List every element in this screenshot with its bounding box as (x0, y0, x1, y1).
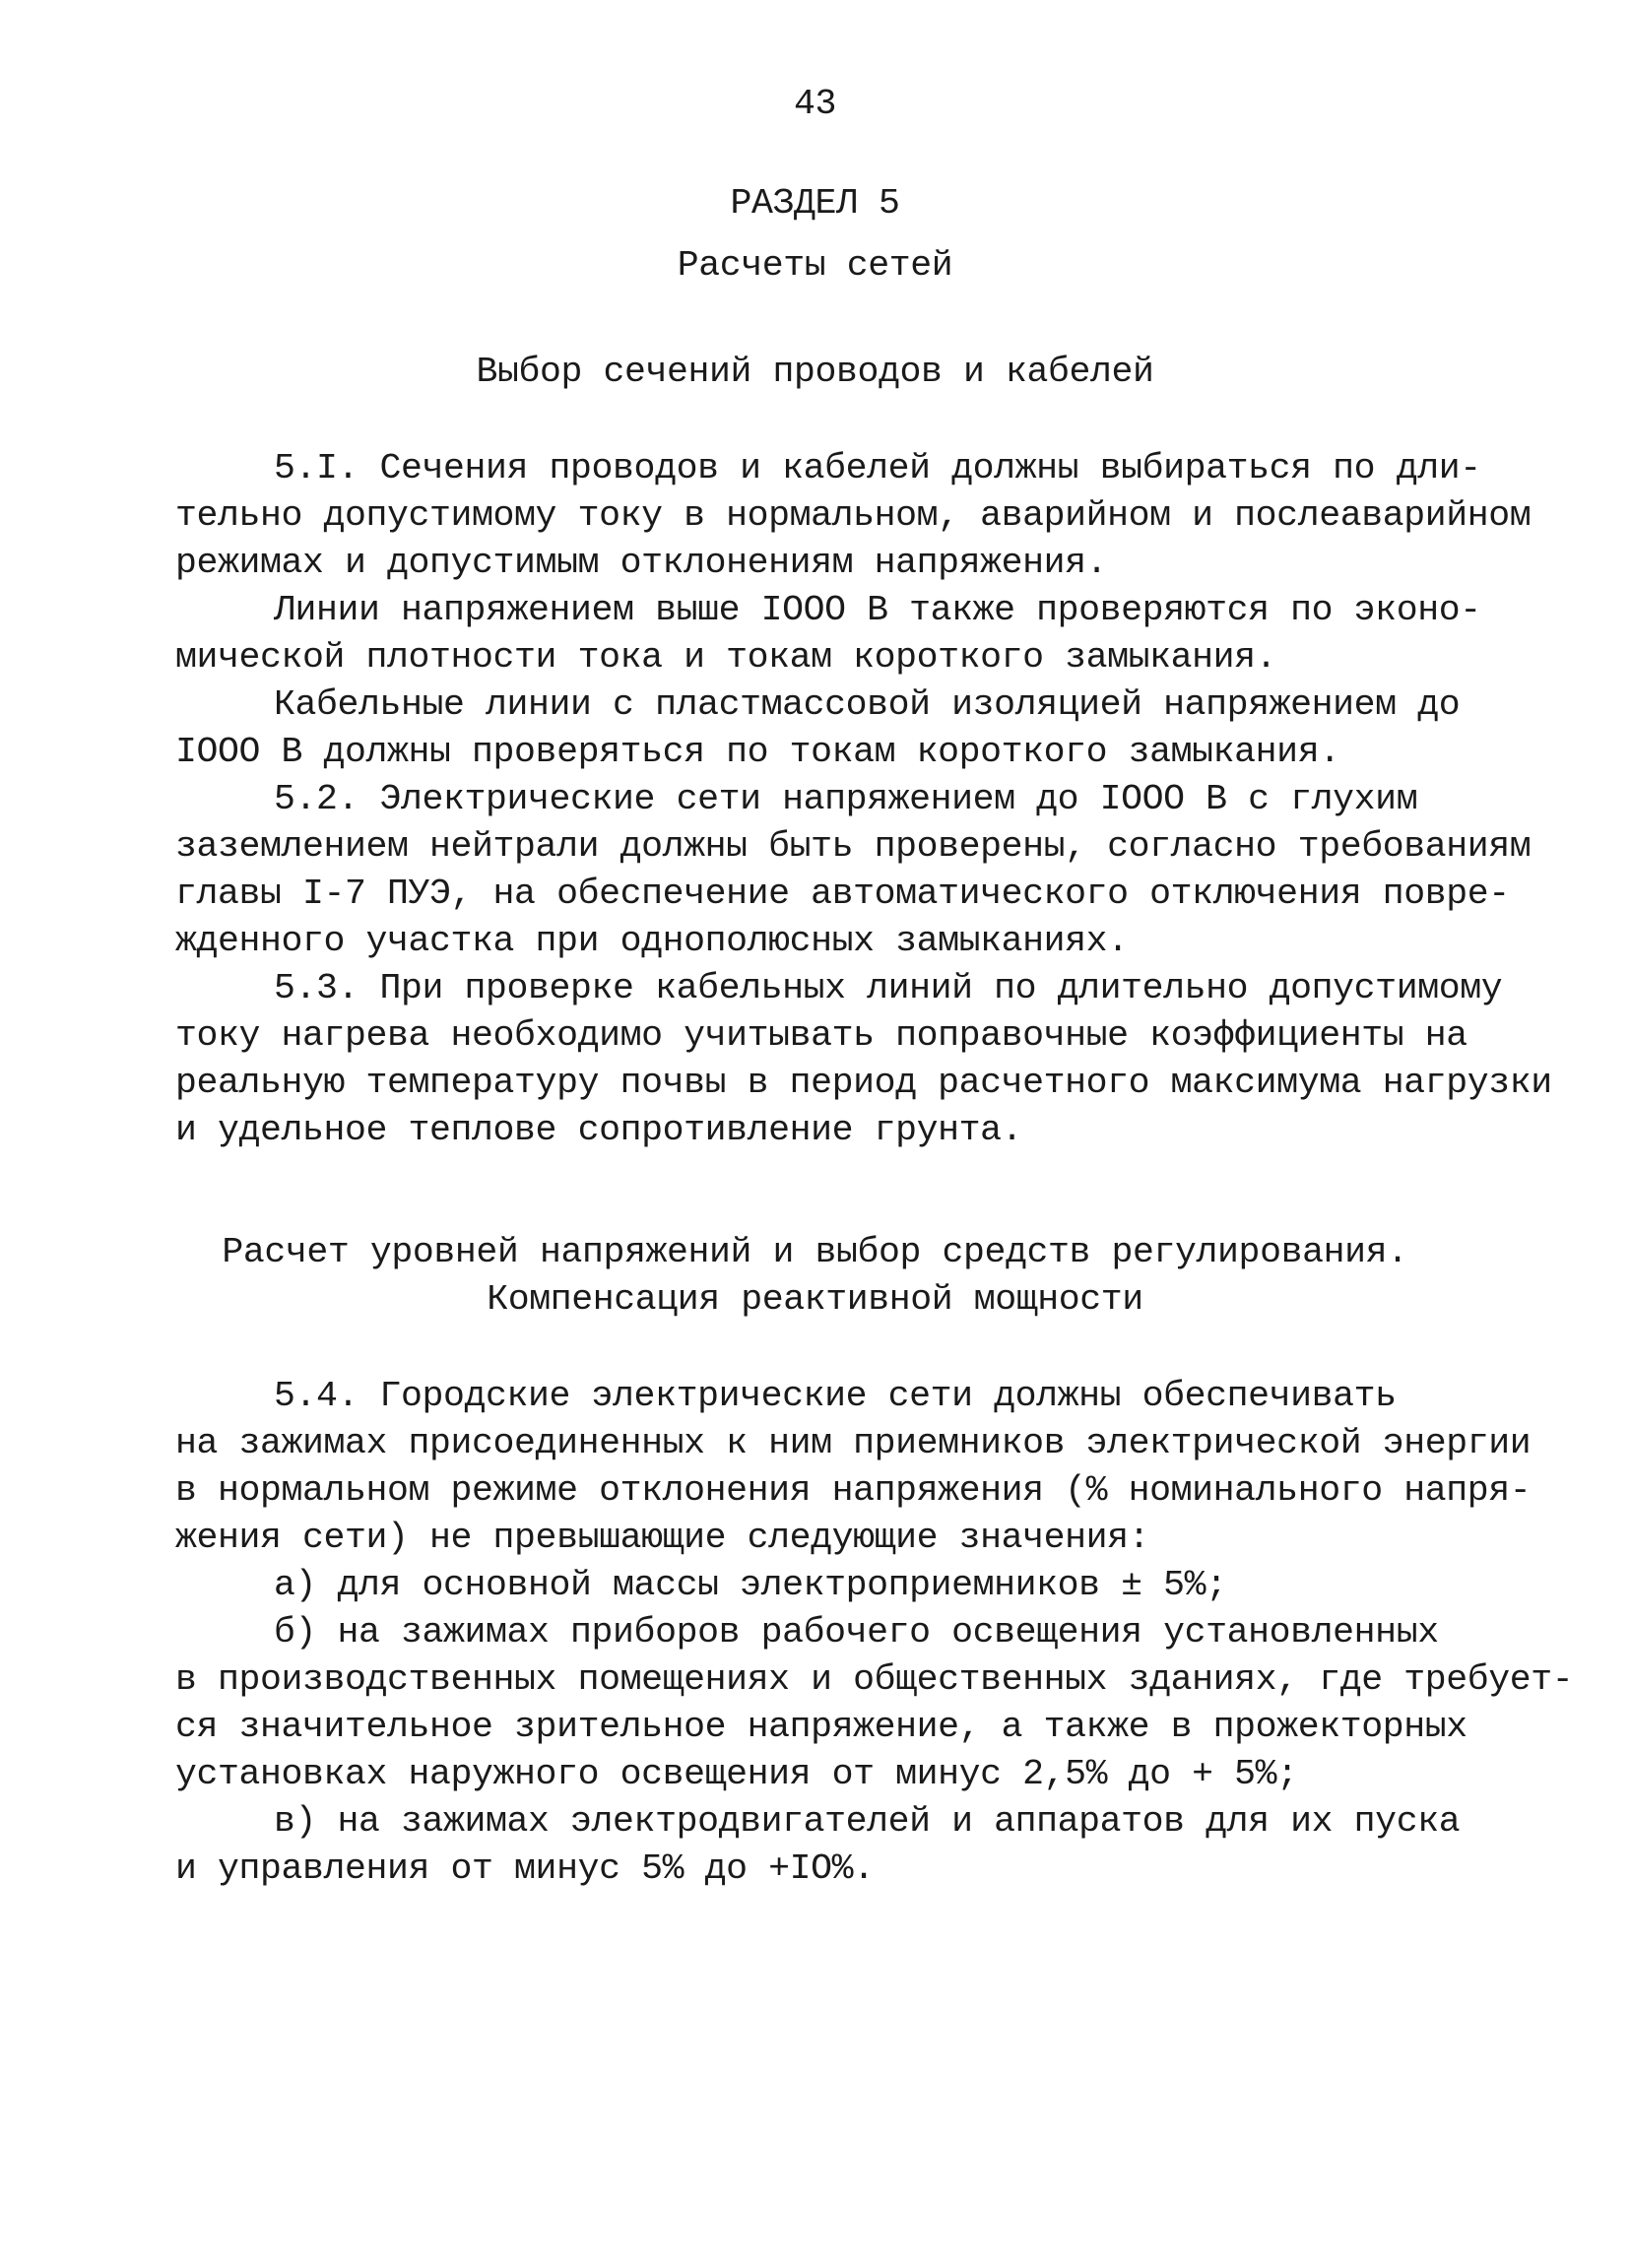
text-line: в нормальном режиме отклонения напряжения (% номинального напря- (175, 1470, 1532, 1511)
text-line: ся значительное зрительное напряжение, а также в прожекторных (175, 1707, 1467, 1747)
text-line: а) для основной массы электроприемников ± 5%; (274, 1565, 1227, 1605)
heading-wire-selection: Выбор сечений проводов и кабелей (476, 352, 1154, 392)
section-label: РАЗДЕЛ 5 (730, 183, 900, 224)
text-line: заземлением нейтрали должны быть проверены, согласно требованиям (175, 826, 1532, 867)
text-line: току нагрева необходимо учитывать поправочные коэффициенты на (175, 1015, 1467, 1056)
text-line: на зажимах присоединенных к ним приемников электрической энергии (175, 1423, 1532, 1463)
text-line: IOOO В должны проверяться по токам короткого замыкания. (175, 732, 1340, 772)
text-line: реальную температуру почвы в период расчетного максимума нагрузки (175, 1063, 1552, 1103)
page-number: 43 (793, 84, 836, 124)
text-line: жения сети) не превышающие следующие значения: (175, 1518, 1150, 1558)
text-line: в производственных помещениях и общественных зданиях, где требует- (175, 1659, 1574, 1700)
text-line: и управления от минус 5% до +IO%. (175, 1848, 875, 1889)
text-line: режимах и допустимым отклонениям напряжения. (175, 543, 1108, 583)
text-line: 5.2. Электрические сети напряжением до IOOO В с глухим (274, 779, 1418, 819)
text-line: главы I-7 ПУЭ, на обеспечение автоматического отключения повре- (175, 874, 1510, 914)
text-line: б) на зажимах приборов рабочего освещения установленных (274, 1612, 1439, 1652)
text-line: мической плотности тока и токам короткого замыкания. (175, 637, 1277, 678)
text-line: и удельное теплове сопротивление грунта. (175, 1110, 1023, 1150)
text-line: тельно допустимому току в нормальном, аварийном и послеаварийном (175, 495, 1532, 536)
heading-line: Расчет уровней напряжений и выбор средств регулирования. (222, 1232, 1408, 1272)
text-line: Линии напряжением выше IOOO В также проверяются по эконо- (274, 590, 1481, 630)
text-line: жденного участка при однополюсных замыканиях. (175, 921, 1129, 961)
heading-line: Компенсация реактивной мощности (487, 1279, 1143, 1320)
text-line: 5.4. Городские электрические сети должны обеспечивать (274, 1376, 1397, 1416)
text-line: 5.3. При проверке кабельных линий по длительно допустимому (274, 968, 1503, 1008)
text-line: установках наружного освещения от минус 2,5% до + 5%; (175, 1754, 1298, 1794)
text-line: Кабельные линии с пластмассовой изоляцией напряжением до (274, 684, 1461, 725)
text-line: 5.I. Сечения проводов и кабелей должны выбираться по дли- (274, 448, 1481, 488)
text-line: в) на зажимах электродвигателей и аппаратов для их пуска (274, 1801, 1461, 1842)
section-title: Расчеты сетей (677, 245, 953, 286)
